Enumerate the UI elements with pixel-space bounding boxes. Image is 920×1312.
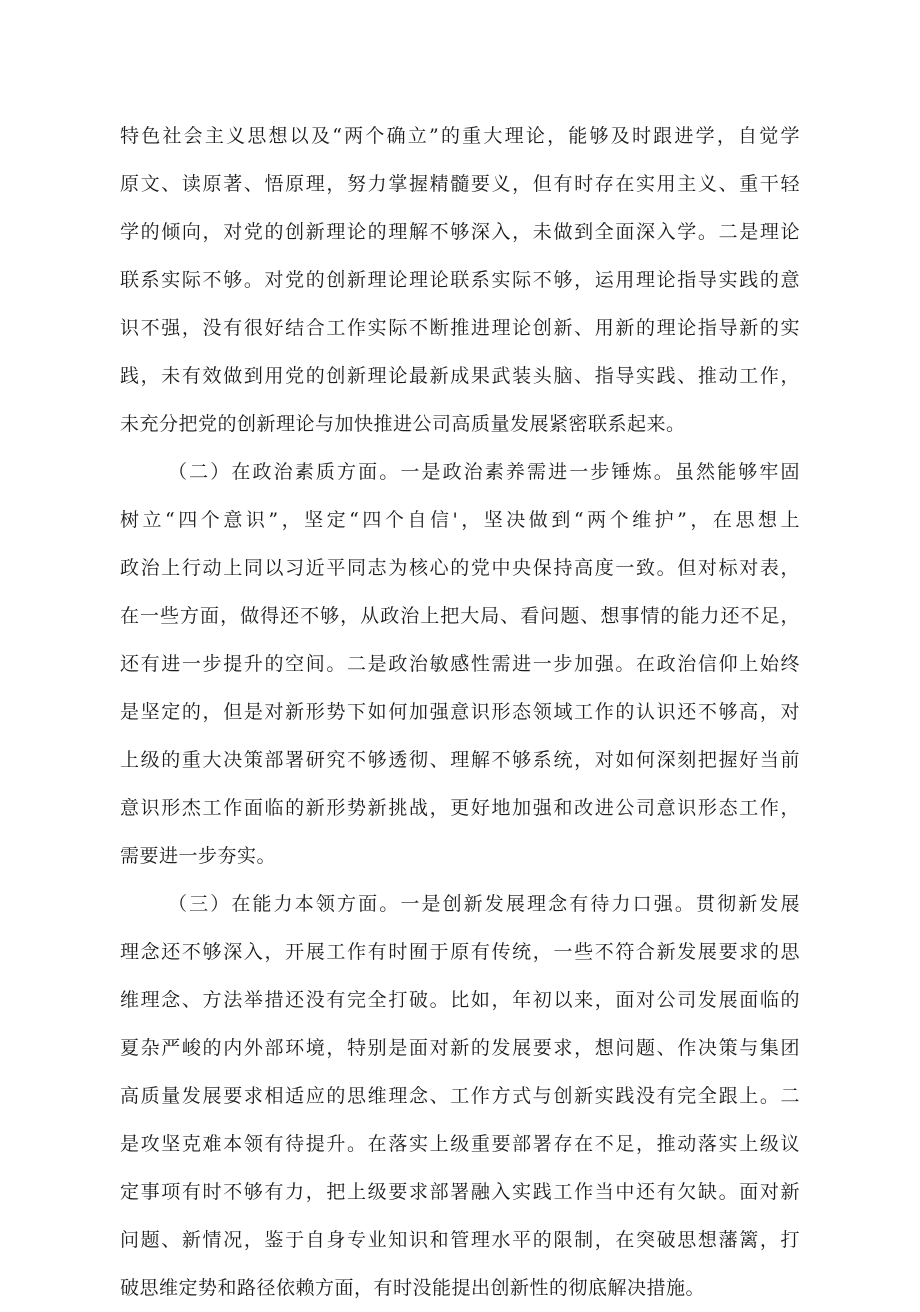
text-line: 践，未有效做到用党的创新理论最新成果武装头脑、指导实践、推动工作，	[120, 365, 800, 387]
text-line: （三）在能力本领方面。一是创新发展理念有待力口强。贯彻新发展	[168, 893, 800, 915]
document-body	[120, 112, 800, 1312]
paragraph-3	[120, 880, 800, 1312]
text-line: 未充分把党的创新理论与加快推进公司高质量发展紧密联系起来。	[120, 413, 686, 435]
text-line: 问题、新情况，鉴于自身专业知识和管理水平的限制，在突破思想藩篱，打	[120, 1229, 800, 1251]
text-line: 特色社会主义思想以及“两个确立”的重大理论，能够及时跟进学，自觉学	[120, 125, 800, 147]
text-line: 夏杂严峻的内外部环境，特别是面对新的发展要求，想问题、作决策与集团	[120, 1037, 800, 1059]
text-line: 意识形杰工作面临的新形势新挑战，更好地加强和改进公司意识形态工作，	[120, 797, 800, 819]
text-line: 高质量发展要求相适应的思维理念、工作方式与创新实践没有完全跟上。二	[120, 1085, 800, 1107]
text-line: 原文、读原著、悟原理，努力掌握精髓要义，但有时存在实用主义、重干轻	[120, 173, 800, 195]
text-line: 联系实际不够。对党的创新理论理论联系实际不够，运用理论指导实践的意	[120, 269, 800, 291]
paragraph-2	[120, 448, 800, 880]
text-line: 是坚定的，但是对新形势下如何加强意识形态领域工作的认识还不够高，对	[120, 701, 800, 723]
text-line: 破思维定势和路径依赖方面，有时没能提出创新性的彻底解决措施。	[120, 1277, 706, 1299]
text-line: 上级的重大决策部署研究不够透彻、理解不够系统，对如何深刻把握好当前	[120, 749, 800, 771]
text-line: 学的倾向，对党的创新理论的理解不够深入，未做到全面深入学。二是理论	[120, 221, 800, 243]
text-line: （二）在政治素质方面。一是政治素养需进一步锤炼。虽然能够牢固	[168, 461, 800, 483]
text-line: 还有进一步提升的空间。二是政治敏感性需进一步加强。在政治信仰上始终	[120, 653, 800, 675]
text-line: 需要进一步夯实。	[120, 845, 277, 867]
text-line: 是攻坚克难本领有待提升。在落实上级重要部署存在不足，推动落实上级议	[120, 1133, 800, 1155]
text-line: 定事项有时不够有力，把上级要求部署融入实践工作当中还有欠缺。面对新	[120, 1181, 800, 1203]
text-line: 树立“四个意识”，坚定“四个自信'，坚决做到“两个维护”，在思想上	[120, 509, 800, 531]
text-line: 理念还不够深入，开展工作有时囿于原有传统，一些不符合新发展要求的思	[120, 941, 800, 963]
text-line: 在一些方面，做得还不够，从政治上把大局、看问题、想事情的能力还不足，	[120, 605, 800, 627]
text-line: 维理念、方法举措还没有完全打破。比如，年初以来，面对公司发展面临的	[120, 989, 800, 1011]
text-line: 政治上行动上同以习近平同志为核心的党中央保持高度一致。但对标对表，	[120, 557, 800, 579]
paragraph-1	[120, 112, 800, 448]
text-line: 识不强，没有很好结合工作实际不断推进理论创新、用新的理论指导新的实	[120, 317, 800, 339]
